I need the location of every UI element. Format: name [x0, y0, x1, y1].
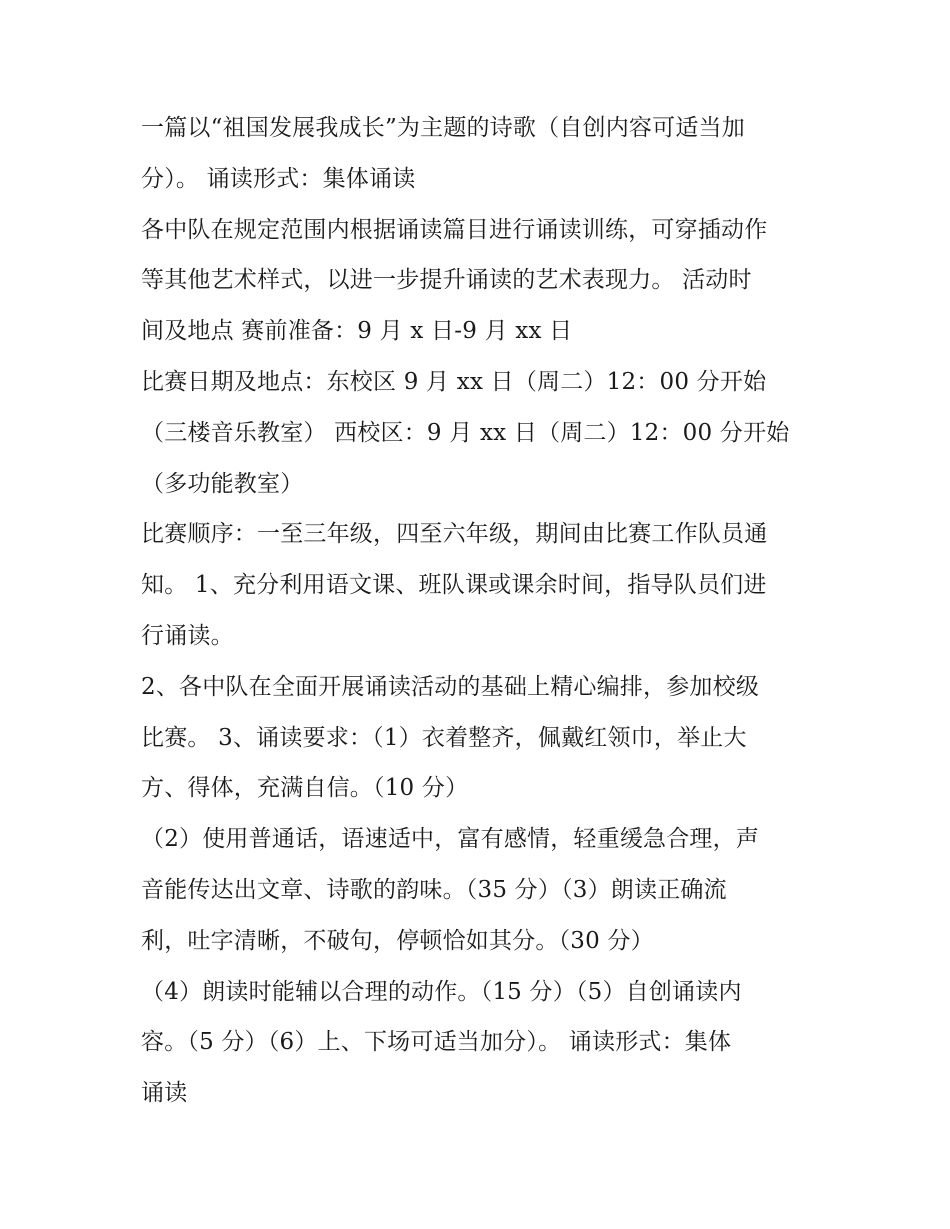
text-line: （三楼音乐教室） 西校区：9 月 xx 日（周二）12：00 分开始: [141, 419, 790, 446]
text-line: 诵读: [141, 1080, 188, 1107]
text-line: 行诵读。: [141, 622, 234, 649]
text-line: （多功能教室）: [141, 470, 304, 497]
text-line: 容。（5 分）（6）上、下场可适当加分）。 诵读形式：集体: [141, 1029, 732, 1056]
text-line: 知。 1、充分利用语文课、班队课或课余时间，指导队员们进: [141, 572, 767, 599]
text-line: 各中队在规定范围内根据诵读篇目进行诵读训练，可穿插动作: [141, 216, 768, 243]
text-line: 间及地点 赛前准备：9 月 x 日-9 月 xx 日: [141, 318, 573, 345]
text-line: （4）朗读时能辅以合理的动作。（15 分）（5）自创诵读内: [141, 978, 742, 1005]
text-line: 比赛顺序：一至三年级，四至六年级，期间由比赛工作队员通: [141, 521, 768, 548]
text-line: （2）使用普通话，语速适中，富有感情，轻重缓急合理，声: [141, 826, 760, 853]
text-line: 比赛。 3、诵读要求：（1）衣着整齐，佩戴红领巾，举止大: [141, 724, 747, 751]
text-line: 利，吐字清晰，不破句，停顿恰如其分。（30 分）: [141, 927, 654, 954]
text-line: 一篇以“祖国发展我成长”为主题的诗歌（自创内容可适当加: [141, 115, 745, 141]
text-line: 2、各中队在全面开展诵读活动的基础上精心编排，参加校级: [141, 673, 760, 700]
text-line: 音能传达出文章、诗歌的韵味。（35 分）（3）朗读正确流: [141, 876, 727, 903]
document-body: [141, 103, 831, 1119]
text-line: 方、得体，充满自信。（10 分）: [141, 775, 469, 802]
text-line: 等其他艺术样式，以进一步提升诵读的艺术表现力。 活动时: [141, 267, 752, 294]
text-line: 比赛日期及地点：东校区 9 月 xx 日（周二）12：00 分开始: [141, 368, 767, 395]
text-line: 分）。 诵读形式：集体诵读: [141, 165, 416, 192]
